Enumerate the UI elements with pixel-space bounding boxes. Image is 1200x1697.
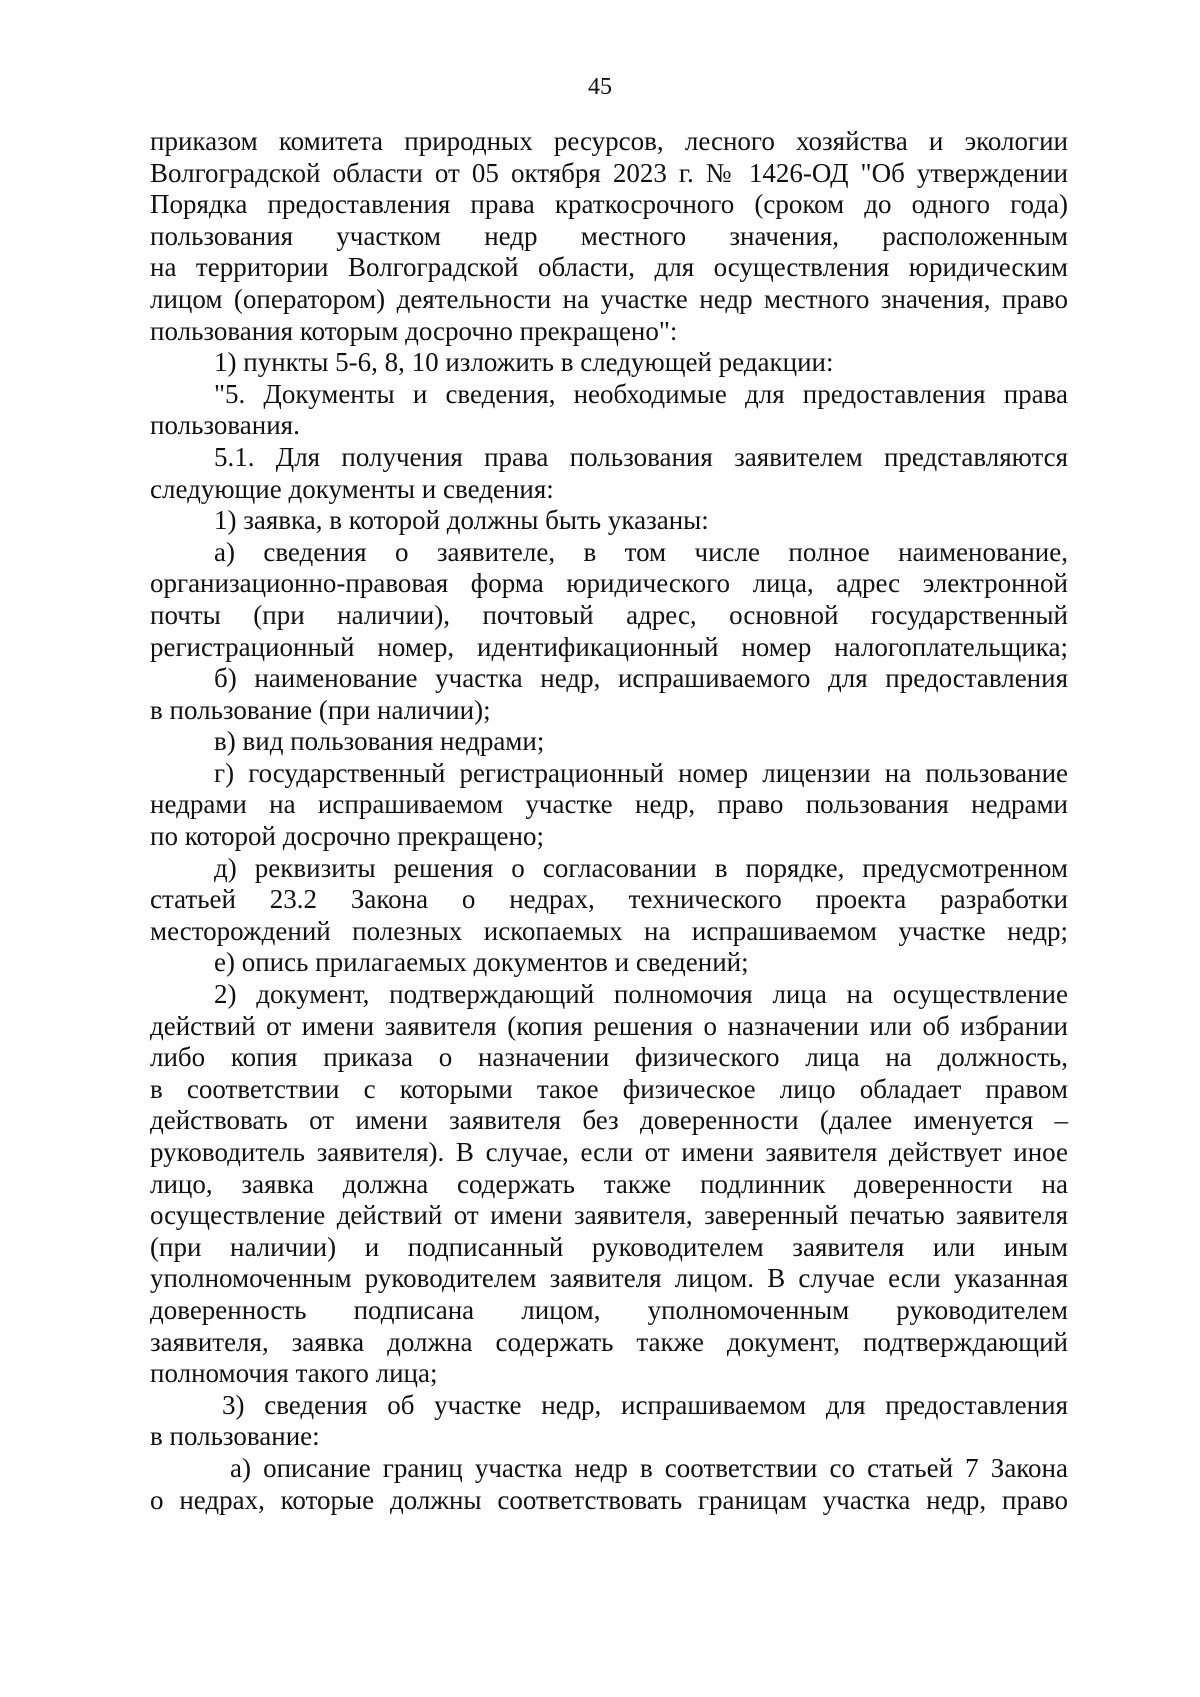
text-line: в пользование: [150,1421,320,1452]
text-line: д) реквизиты решения о согласовании в порядке, предусмотренном [214,852,1068,883]
text-line: осуществление действий от имени заявителя, заверенный печатью заявителя [150,1200,1068,1231]
text-line: организационно-правовая форма юридического лица, адрес электронной [150,568,1068,599]
text-line: приказом комитета природных ресурсов, лесного хозяйства и экологии [150,126,1068,156]
text-line: о недрах, которые должны соответствовать границам участка недр, право [150,1484,1068,1515]
text-line: действовать от имени заявителя без доверенности (далее именуется – [150,1105,1068,1136]
text-line: г) государственный регистрационный номер лицензии на пользование [214,757,1068,788]
text-line: в соответствии с которыми такое физическое лицо обладает правом [150,1073,1068,1104]
text-line: Волгоградской области от 05 октября 2023 г. № 1426-ОД "Об утверждении [150,157,1068,188]
text-line: (при наличии) и подписанный руководителем заявителя или иным [150,1231,1068,1262]
text-line: "5. Документы и сведения, необходимые для предоставления права [214,378,1068,409]
text-line: 1) пункты 5-6, 8, 10 изложить в следующей редакции: [214,347,834,378]
text-line: е) опись прилагаемых документов и сведений; [214,947,749,978]
text-line: на территории Волгоградской области, для осуществления юридическим [150,252,1068,283]
page-number: 45 [588,74,612,100]
text-line: б) наименование участка недр, испрашиваемого для предоставления [214,663,1068,694]
text-line: месторождений полезных ископаемых на испрашиваемом участке недр; [150,915,1068,946]
text-line: полномочия такого лица; [150,1358,438,1389]
text-line: почты (при наличии), почтовый адрес, основной государственный [150,599,1068,630]
text-line: пользования. [150,410,300,441]
text-line: в) вид пользования недрами; [214,726,545,757]
text-line: 5.1. Для получения права пользования заявителем представляются [214,441,1068,472]
text-line: лицом (оператором) деятельности на участке недр местного значения, право [150,283,1068,314]
text-line: 2) документ, подтверждающий полномочия лица на осуществление [214,979,1068,1010]
text-line: 1) заявка, в которой должны быть указаны: [214,505,709,536]
text-line: в пользование (при наличии); [150,694,491,725]
text-line: пользования участком недр местного значения, расположенным [150,220,1068,251]
text-line: следующие документы и сведения: [150,473,554,504]
text-line: лицо, заявка должна содержать также подлинник доверенности на [150,1168,1068,1199]
text-line: уполномоченным руководителем заявителя лицом. В случае если указанная [150,1263,1068,1294]
text-line: заявителя, заявка должна содержать также документ, подтверждающий [150,1326,1068,1357]
text-line: статьей 23.2 Закона о недрах, технического проекта разработки [150,884,1068,915]
text-line: Порядка предоставления права краткосрочного (сроком до одного года) [150,189,1068,220]
text-line: руководитель заявителя). В случае, если от имени заявителя действует иное [150,1137,1068,1167]
text-line: а) описание границ участка недр в соответствии со статьей 7 Закона [230,1452,1068,1483]
text-line: действий от имени заявителя (копия решения о назначении или об избрании [150,1010,1068,1041]
text-line: доверенность подписана лицом, уполномоченным руководителем [150,1294,1068,1325]
text-line: регистрационный номер, идентификационный номер налогоплательщика; [150,631,1068,662]
text-line: по которой досрочно прекращено; [150,821,544,852]
text-line: недрами на испрашиваемом участке недр, право пользования недрами [150,789,1068,820]
document-body [150,126,1068,1516]
text-line: либо копия приказа о назначении физического лица на должность, [150,1042,1068,1073]
text-line: пользования которым досрочно прекращено": [150,315,678,346]
text-line: 3) сведения об участке недр, испрашиваемом для предоставления [222,1389,1068,1420]
text-line: а) сведения о заявителе, в том числе полное наименование, [214,536,1068,567]
